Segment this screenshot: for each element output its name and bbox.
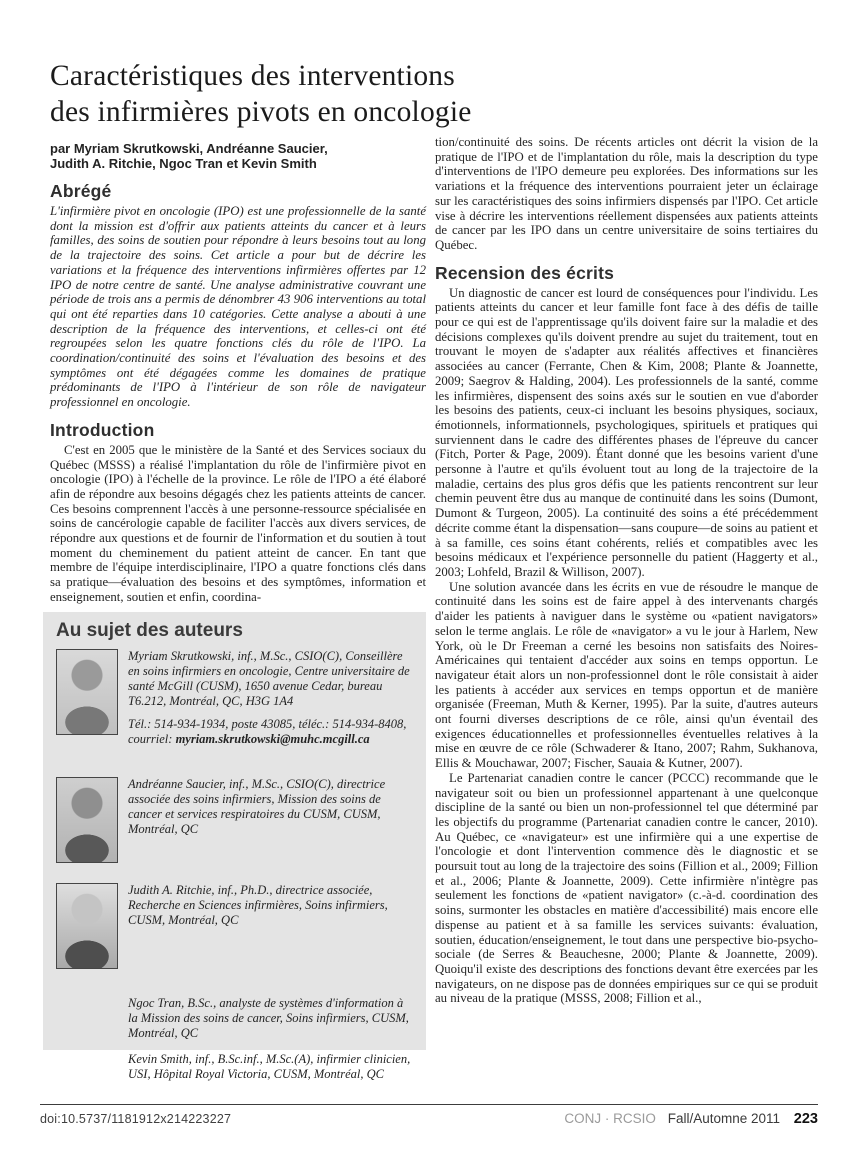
- title-line-1: Caractéristiques des interventions: [50, 60, 455, 92]
- author-photo-column: [56, 649, 128, 766]
- author-portrait-photo: [56, 883, 118, 969]
- page-number: 223: [793, 1111, 818, 1127]
- author-entry: [56, 883, 413, 985]
- author-photo-column: [56, 777, 128, 872]
- title-line-2: des infirmières pivots en oncologie: [50, 96, 472, 128]
- page-footer: [40, 1104, 818, 1127]
- author-entry: [56, 649, 413, 766]
- journal-name: CONJ · RCSIO: [564, 1111, 656, 1126]
- author-entry: [56, 1052, 413, 1082]
- abstract-heading: Abrégé: [50, 181, 112, 201]
- contact-text: Tél.: 514-934-1934, poste 43085, téléc.: 514-934-8408, courriel:: [128, 716, 407, 746]
- literature-review-heading: Recension des écrits: [435, 262, 615, 283]
- authors-box-heading: Au sujet des auteurs: [56, 619, 243, 641]
- author-portrait-photo: [56, 777, 118, 863]
- byline: [50, 141, 426, 171]
- author-entry: [56, 996, 413, 1041]
- right-column: [435, 135, 818, 1050]
- author-bio: Kevin Smith, inf., B.Sc.inf., M.Sc.(A), infirmier clinicien, USI, Hôpital Royal Victoria, CUSM, Montréal, QC: [128, 1051, 411, 1081]
- author-portrait-photo: [56, 649, 118, 735]
- author-photo-column: [56, 883, 128, 985]
- page-title: [50, 58, 818, 130]
- journal-meta: [564, 1111, 818, 1127]
- paper-page: [0, 58, 850, 1158]
- author-contact: [128, 717, 413, 747]
- byline-line-1: par Myriam Skrutkowski, Andréanne Saucier,: [50, 141, 328, 156]
- author-photo-column: [56, 1052, 128, 1082]
- body-paragraph: Le Partenariat canadien contre le cancer (PCCC) recommande que le navigateur soit ou bien un professionnel appartenant à une quelconque discipline de la santé ou bien un non-professionnel tel que déterminé par les objectifs du programme (Partenariat canadien contre le cancer, 2010). Au Québec, ce «navigateur» est une infirmière qui a une expertise de l'oncologie et dont l'intervention commence dès le diagnostic et se poursuit tout au long de la trajectoire des soins (Fillion et al., 2009; Fillion et al., 2006; Plante & Joannette, 2009). Cette infirmière n'intègre pas seulement les fonctions de «patient navigator» (c.-à-d. coordination des soins, surmonter les obstacles en matière d'accessibilité) mais encore elle dispense au patient et à sa famille les services suivants: évaluation, soutien, éducation/enseignement, le tout dans une perspective bio-psycho-sociale (de Serres & Beauchesne, 2000; Plante & Joannette, 2009). Quoiqu'il existe des descriptions des fonctions devant être exercées par les navigateurs, on ne dispose pas de données empiriques sur ce qui se produit au niveau de la pratique (MSSS, 2008; Fillion et al.,: [435, 770, 818, 1006]
- continued-paragraph: tion/continuité des soins. De récents articles ont décrit la vision de la pratique de l'IPO et de l'implantation du rôle, mais la description du type d'interventions de l'IPO demeure peu explorées. Des informations sur les variations et la fréquence des interventions pourraient jeter un éclairage sur les caractéristiques des soins infirmiers dispensés par l'IPO. Cet article vise à décrire les interventions réellement dispensées aux patients atteints de cancer par les IPO dans un centre universitaire de soins tertiaires du Québec.: [435, 135, 818, 252]
- issue-label: Fall/Automne 2011: [667, 1111, 781, 1126]
- about-authors-box: [43, 612, 426, 1081]
- author-bio: Judith A. Ritchie, inf., Ph.D., directrice associée, Recherche en Sciences infirmières, Soins infirmiers, CUSM, Montréal, QC: [128, 882, 388, 927]
- author-photo-column: [56, 996, 128, 1041]
- author-bio: Ngoc Tran, B.Sc., analyste de systèmes d'information à la Mission des soins de cancer, Soins infirmiers, CUSM, Montréal, QC: [128, 995, 409, 1040]
- author-email: myriam.skrutkowski@muhc.mcgill.ca: [175, 731, 370, 746]
- body-paragraph: Un diagnostic de cancer est lourd de conséquences pour l'individu. Les patients atteints du cancer et leur famille font face à des défis de taille pour ce qui est de l'apprentissage qu'ils doivent faire sur la maladie et des décisions complexes qu'ils doivent prendre au sujet du traitement, tout en trouvant le moyen de s'adapter aux réalités affectives et financières associées au cancer (Ferrante, Chen & Kim, 2008; Plante & Joannette, 2009; Saegrov & Halding, 2004). Les professionnels de la santé, comme les infirmières, dispensent des soins axés sur le soutien en vue d'aborder les besoins des patients, ceux-ci incluant les besoins physiques, sociaux, émotionnels, informationnels, psychologiques, spirituels et pratiques qui surviennent dans le cadre des différentes phases de l'épreuve du cancer (Fitch, Porter & Page, 2009). Étant donné que les besoins varient d'une personne à l'autre et qu'ils évoluent tout au long de la trajectoire de la maladie, certains des plus gros défis que les patients rencontrent sur leur chemin peuvent être dus au manque de continuité dans les soins (Dumont, Dumont & Turgeon, 2005). La continuité des soins a été précédemment décrite comme étant la dispensation—sans coupure—de soins au patient et à sa famille, ces soins étant cohérents, reliés et compatibles avec les besoins médicaux et l'expérience personnelle du patient (Haggerty et al., 2003; Lohfeld, Brazil & Willison, 2007).: [435, 285, 818, 579]
- byline-line-2: Judith A. Ritchie, Ngoc Tran et Kevin Smith: [50, 156, 317, 171]
- introduction-text: C'est en 2005 que le ministère de la Santé et des Services sociaux du Québec (MSSS) a réalisé l'implantation du rôle de l'infirmière pivot en oncologie (IPO) à l'échelle de la province. Le rôle de l'IPO a été élaboré afin de répondre aux besoins dégagés chez les patients atteints de cancer. Ces besoins comprennent l'accès à une personne-ressource spécialisée en soins de cancérologie capable de faciliter l'accès aux divers services, de répondre aux questions et de fournir de l'information et du soutien à tout moment du cheminement du patient atteint de cancer. En tant que membre de l'équipe interdisciplinaire, l'IPO a quatre fonctions clés dans sa pratique—évaluation des besoins et des symptômes, information et enseignement, soutien et enfin, coordina-: [50, 442, 426, 604]
- doi-text: doi:10.5737/1181912x214223227: [40, 1112, 232, 1126]
- author-bio: Myriam Skrutkowski, inf., M.Sc., CSIO(C), Conseillère en soins infirmiers en oncologie, Centre universitaire de santé McGill (CUSM), 1650 avenue Cedar, bureau T6.212, Montréal, QC, H3G 1A4: [128, 648, 410, 708]
- introduction-heading: Introduction: [50, 419, 155, 440]
- left-column: [50, 135, 426, 1081]
- author-bio: Andréanne Saucier, inf., M.Sc., CSIO(C), directrice associée des soins infirmiers, Mission des soins de cancer et services respiratoires du CUSM, CUSM, Montréal, QC: [128, 776, 386, 836]
- author-entry: [56, 777, 413, 872]
- abstract-text: L'infirmière pivot en oncologie (IPO) est une professionnelle de la santé dont la mission est d'offrir aux patients atteints du cancer et à leurs familles, des soins de soutien pour répondre à leurs besoins tout au long de la trajectoire des soins. Cet article a pour but de décrire les variations et la fréquence des interventions infirmières offertes par 12 IPO de notre centre de santé. Une analyse administrative couvrant une période de trois ans a permis de dénombrer 43 906 interventions au total qui ont été reparties dans 10 catégories. Cette analyse a abouti à une description de la fréquence des interventions, et celles-ci ont été regroupées selon les quatre fonctions clés du rôle de l'IPO. La coordination/continuité des soins et l'évaluation des besoins et des symptômes ont été dégagées comme les domaines de pratique prédominants de l'IPO à l'intérieur de son rôle de navigateur professionnel en oncologie.: [50, 204, 426, 410]
- body-paragraph: Une solution avancée dans les écrits en vue de résoudre le manque de continuité dans les soins est de faire appel à des intervenants chargés d'aider les patients à naviguer dans le système ou «patient navigators» selon le terme anglais. Le rôle de «navigator» a vu le jour à Harlem, New York, où le Dr Freeman a cerné les besoins non satisfaits des Noires-Américaines qui tentaient d'accéder aux soins en temps opportun. Le navigateur était alors un non-professionnel dont le rôle consistait à aider les patients à accéder aux services en temps opportun et de manière organisée (Freeman, Muth & Kerner, 1995). Par la suite, d'autres auteurs ont fourni diverses descriptions de ce rôle, ainsi qu'un éventail des exigences éducationnelles et professionnelles éventuelles relatives à la mise en œuvre de ce rôle (Schwaderer & Itano, 2007; Rahm, Sukhanova, Ellis & Mouchawar, 2007; Fischer, Sauaia & Kutner, 2007).: [435, 579, 818, 771]
